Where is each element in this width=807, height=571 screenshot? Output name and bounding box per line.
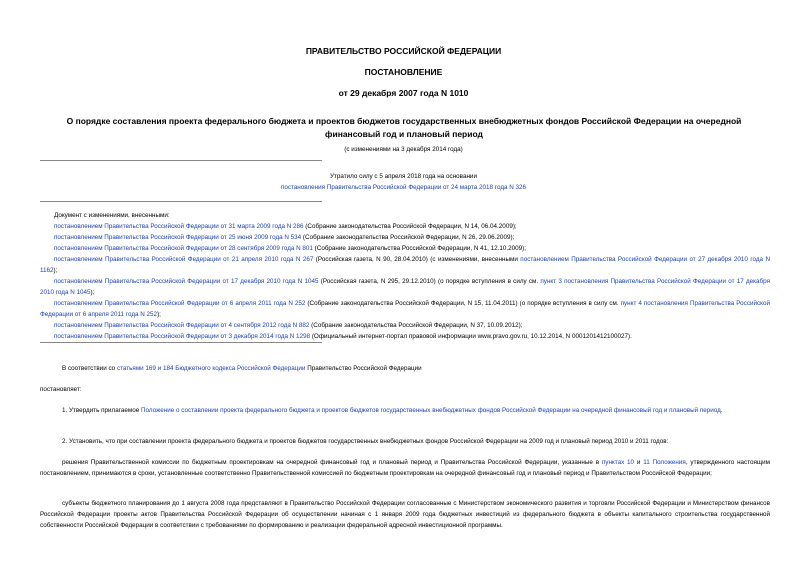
list-item: постановлением Правительства Российской Федерации от 4 сентября 2012 года N 882 (Собрание законодательства Российской Федерации, N 37, 10.09.2012); — [54, 322, 523, 329]
date-number-heading: от 29 декабря 2007 года N 1010 — [338, 88, 469, 98]
change-link[interactable]: пункт 3 постановления Правительства Российской Федерации от 17 декабря 2010 года N 1045 — [40, 278, 770, 296]
document-changes-list — [40, 210, 770, 342]
clause-11-link[interactable]: 11 Положения — [643, 459, 686, 466]
change-link[interactable]: постановлением Правительства Российской Федерации от 27 декабря 2010 года N 1162 — [40, 256, 770, 274]
body-paragraph: постановляет: — [40, 386, 82, 393]
change-link[interactable]: постановлением Правительства Российской Федерации от 21 апреля 2010 года N 267 — [54, 256, 314, 263]
changes-intro: Документ с изменениями, внесенными: — [54, 212, 170, 219]
body-paragraph: В соответствии со статьями 169 и 184 Бюджетного кодекса Российской Федерации Правительство Российской Федерации — [62, 365, 422, 372]
lost-force-notice — [0, 171, 807, 193]
list-item: постановлением Правительства Российской Федерации от 25 июня 2009 года N 534 (Собрание законодательства Российской Федерации, N 26, 29.06.2009); — [54, 234, 515, 241]
divider — [40, 342, 322, 343]
change-link[interactable]: постановлением Правительства Российской Федерации от 31 марта 2009 года N 286 — [54, 223, 304, 230]
list-item: постановлением Правительства Российской Федерации от 3 декабря 2014 года N 1298 (Официальный интернет-портал правовой информации www.pravo.gov.ru, 10.12.2014, N 0001201412100027). — [54, 333, 632, 340]
divider — [40, 160, 322, 161]
list-item: постановлением Правительства Российской Федерации от 6 апреля 2011 года N 252 (Собрание законодательства Российской Федерации, N 15, 11.04.2011) (о порядке вступления в силу см. пункт 4 постановления Правительства Российской Федерации от 6 апреля 2011 года N 252); — [40, 300, 770, 318]
government-heading: ПРАВИТЕЛЬСТВО РОССИЙСКОЙ ФЕДЕРАЦИИ — [305, 46, 502, 56]
amendment-note: (с изменениями на 3 декабря 2014 года) — [344, 146, 463, 153]
change-link[interactable]: постановлением Правительства Российской Федерации от 28 сентября 2009 года N 801 — [54, 245, 313, 252]
clause-10-link[interactable]: пунктах 10 — [601, 459, 635, 466]
body-paragraph: решения Правительственной комиссии по бюджетным проектировкам на очередной финансовый год и плановый период и Правительства Российской Федерации, указанные в пунктах 10 и 11 Положения, утвержденного настоящим постановлением, принимаются в сроки, установленные соответственно Правительственной комиссией по бюджетным проектировкам на очередной финансовый год и плановый период и Правительством Российской Федерации; — [40, 459, 770, 477]
list-item: постановлением Правительства Российской Федерации от 21 апреля 2010 года N 267 (Российская газета, N 90, 28.04.2010) (с изменениями, внесенными постановлением Правительства Российской Федерации от 27 декабря 2010 года N 1162); — [40, 256, 770, 274]
document-title: О порядке составления проекта федерального бюджета и проектов бюджетов государственных внебюджетных фондов Российской Федерации на очередной финансовый год и плановый период — [66, 116, 742, 139]
doc-type-heading: ПОСТАНОВЛЕНИЕ — [364, 67, 443, 77]
list-item: постановлением Правительства Российской Федерации от 31 марта 2009 года N 286 (Собрание законодательства Российской Федерации, N 14, 06.04.2009); — [54, 223, 517, 230]
change-link[interactable]: постановлением Правительства Российской Федерации от 6 апреля 2011 года N 252 — [54, 300, 306, 307]
change-link[interactable]: постановлением Правительства Российской Федерации от 3 декабря 2014 года N 1298 — [54, 333, 311, 340]
lost-force-link[interactable]: постановления Правительства Российской Федерации от 24 марта 2018 года N 326 — [280, 184, 527, 191]
change-link[interactable]: постановлением Правительства Российской Федерации от 4 сентября 2012 года N 882 — [54, 322, 310, 329]
lost-force-text: Утратило силу с 5 апреля 2018 года на основании — [330, 173, 477, 180]
regulation-link[interactable]: Положение о составлении проекта федерального бюджета и проектов бюджетов государственных внебюджетных фондов Российской Федерации на очередной финансовый год и плановый период — [140, 407, 721, 414]
change-link[interactable]: постановлением Правительства Российской Федерации от 25 июня 2009 года N 534 — [54, 234, 302, 241]
divider — [40, 201, 322, 202]
change-link[interactable]: постановлением Правительства Российской Федерации от 17 декабря 2010 года N 1045 — [54, 278, 319, 285]
list-item: постановлением Правительства Российской Федерации от 28 сентября 2009 года N 801 (Собрание законодательства Российской Федерации, N 41, 12.10.2009); — [54, 245, 527, 252]
list-item: постановлением Правительства Российской Федерации от 17 декабря 2010 года N 1045 (Российская газета, N 295, 29.12.2010) (о порядке вступления в силу см. пункт 3 постановления Правительства Российской Федерации от 17 декабря 2010 года N 1045); — [40, 278, 770, 296]
body-paragraph: 2. Установить, что при составлении проекта федерального бюджета и проектов бюджетов государственных внебюджетных фондов Российской Федерации на 2009 год и плановый период 2010 и 2011 годов: — [62, 438, 669, 445]
change-link[interactable]: пункт 4 постановления Правительства Российской Федерации от 6 апреля 2011 года N 252 — [40, 300, 770, 318]
body-paragraph: 1. Утвердить прилагаемое Положение о составлении проекта федерального бюджета и проектов бюджетов государственных внебюджетных фондов Российской Федерации на очередной финансовый год и плановый период. — [62, 407, 723, 414]
body-paragraph: субъекты бюджетного планирования до 1 августа 2008 года представляют в Правительство Российской Федерации согласованные с Министерством экономического развития и торговли Российской Федерации и Министерством финансов Российской Федерации проекты актов Правительства Российской Федерации об осуществлении начиная с 1 января 2009 года бюджетных инвестиций из федерального бюджета в объекты капитального строительства государственной собственности Российской Федерации в соответствии с требованиями по формированию и реализации федеральной адресной инвестиционной программы. — [40, 500, 770, 529]
budget-code-link[interactable]: статьями 169 и 184 Бюджетного кодекса Российской Федерации — [116, 365, 306, 372]
